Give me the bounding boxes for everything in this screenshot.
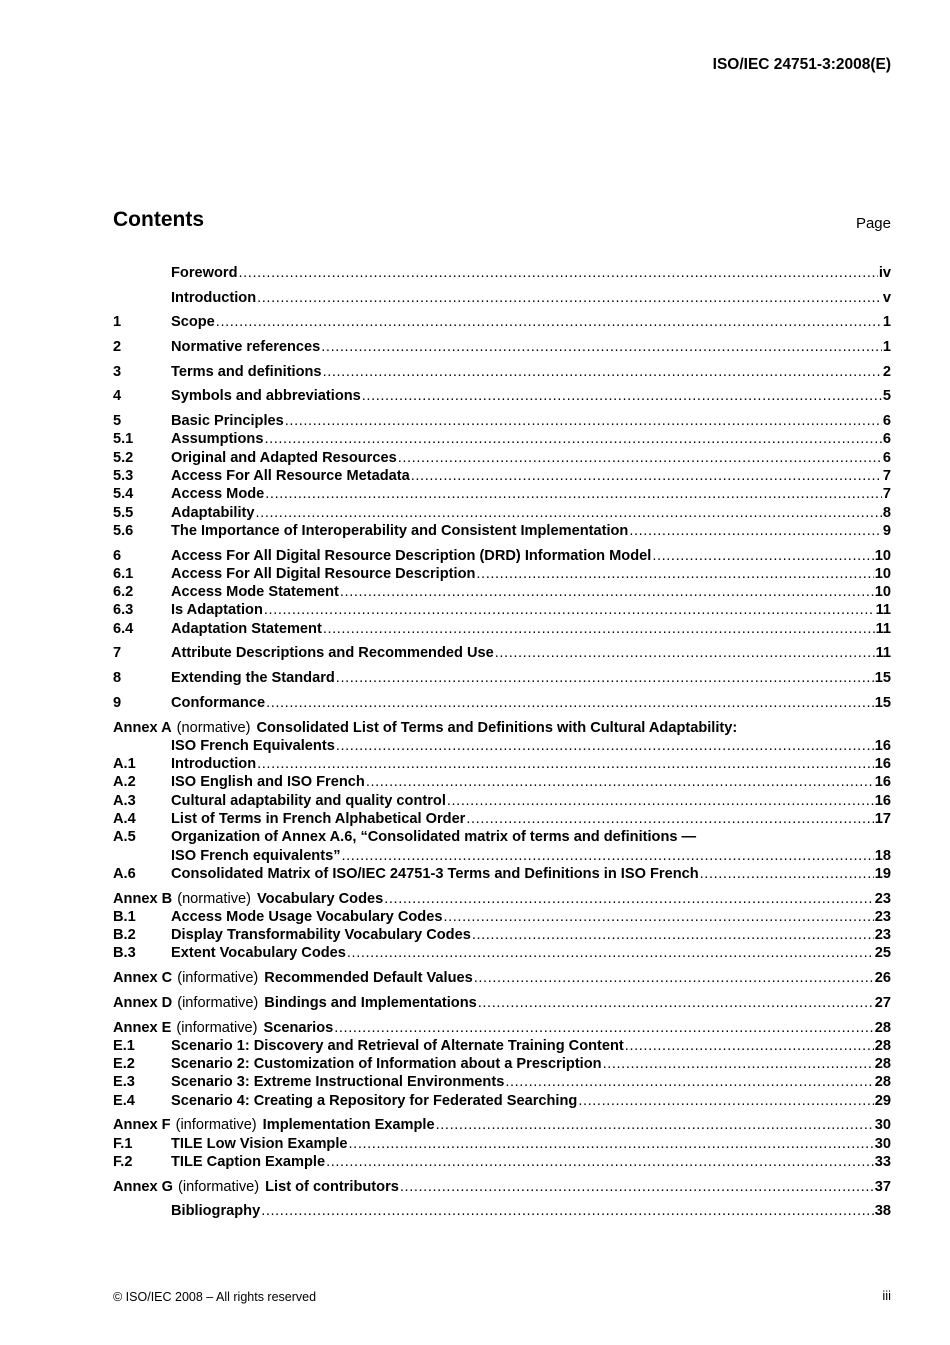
toc-entry[interactable] [113, 1116, 891, 1134]
dot-leader [238, 264, 877, 282]
toc-entry[interactable] [113, 601, 891, 619]
toc-entry-page: 26 [874, 970, 891, 987]
annex-heading [113, 994, 477, 1012]
toc-entry-number: 5.4 [113, 486, 134, 503]
toc-entry-title: Basic Principles [171, 413, 284, 430]
dot-leader [603, 1055, 874, 1073]
dot-leader [474, 969, 874, 987]
toc-entry-title: Original and Adapted Resources [171, 449, 397, 466]
toc-entry[interactable] [113, 1092, 891, 1110]
toc-entry-page: 15 [874, 694, 891, 711]
dot-leader [340, 583, 874, 601]
toc-entry-number: E.2 [113, 1056, 135, 1073]
toc-entry-title: Consolidated Matrix of ISO/IEC 24751-3 Terms and Definitions in ISO French [171, 865, 699, 882]
toc-entry-number: A.3 [113, 792, 136, 809]
toc-entry[interactable] [113, 773, 891, 791]
dot-leader [261, 1202, 874, 1220]
annex-heading [113, 969, 473, 987]
dot-leader [323, 620, 875, 638]
dot-leader [505, 1073, 873, 1091]
toc-entry[interactable] [113, 926, 891, 944]
document-id: ISO/IEC 24751-3:2008(E) [712, 56, 891, 73]
dot-leader [478, 994, 874, 1012]
toc-entry[interactable] [113, 1135, 891, 1153]
toc-entry-page: 6 [882, 413, 891, 430]
toc-entry-page: 37 [874, 1178, 891, 1195]
toc-entry[interactable] [113, 1153, 891, 1171]
annex-kind: (informative) [177, 970, 259, 987]
dot-leader [336, 669, 874, 687]
toc-entry-number: 6.4 [113, 620, 134, 637]
dot-leader [216, 313, 882, 331]
annex-kind: (informative) [178, 1178, 260, 1195]
dot-leader [629, 522, 882, 540]
toc-entry-page: 30 [874, 1135, 891, 1152]
toc-entry-number: A.6 [113, 865, 136, 882]
toc-entry[interactable] [113, 1019, 891, 1037]
toc-entry-title: Scenario 2: Customization of Information about a Prescription [171, 1056, 602, 1073]
annex-label: Annex C [113, 970, 173, 987]
toc-entry-number: 2 [113, 339, 122, 356]
annex-heading [113, 1116, 435, 1134]
toc-entry-title: Implementation Example [262, 1117, 435, 1134]
toc-entry-page: 7 [882, 486, 891, 503]
toc-entry-number: B.2 [113, 927, 136, 944]
toc-entry[interactable] [113, 1055, 891, 1073]
dot-leader [625, 1037, 874, 1055]
toc-entry-title: Access For All Resource Metadata [171, 468, 410, 485]
dot-leader [700, 865, 874, 883]
toc-entry-number: E.4 [113, 1092, 135, 1109]
toc-entry-page: 23 [874, 890, 891, 907]
toc-entry-title: Introduction [171, 756, 257, 773]
annex-label: Annex A [113, 719, 172, 736]
toc-entry-number: 9 [113, 694, 122, 711]
annex-label: Annex G [113, 1178, 174, 1195]
copyright-notice: © ISO/IEC 2008 – All rights reserved [113, 1290, 317, 1304]
dot-leader [495, 644, 875, 662]
toc-entry-page: 15 [874, 670, 891, 687]
toc-entry-page: 33 [874, 1154, 891, 1171]
toc-entry-title: ISO French equivalents” [171, 847, 341, 864]
toc-entry-title: Access Mode [171, 486, 265, 503]
toc-entry-page: 18 [874, 847, 891, 864]
dot-leader [265, 485, 882, 503]
toc-entry-page: 27 [874, 994, 891, 1011]
toc-entry-number: 5.2 [113, 449, 134, 466]
toc-entry[interactable] [113, 522, 891, 540]
toc-entry[interactable] [113, 430, 891, 448]
dot-leader [366, 773, 874, 791]
toc-entry-title: Recommended Default Values [264, 970, 473, 987]
toc-entry-page: 10 [874, 547, 891, 564]
toc-entry-page: 9 [882, 522, 891, 539]
toc-entry[interactable] [113, 565, 891, 583]
toc-entry-title: Conformance [171, 694, 266, 711]
toc-entry[interactable] [113, 944, 891, 962]
toc-entry-page: v [882, 289, 891, 306]
toc-entry-number: 5.6 [113, 522, 134, 539]
toc-entry-title: Introduction [171, 289, 257, 306]
dot-leader [257, 289, 882, 307]
toc-entry-number: B.3 [113, 945, 136, 962]
toc-entry-title: Attribute Descriptions and Recommended Use [171, 645, 494, 662]
toc-entry-number: A.2 [113, 774, 136, 791]
dot-leader [447, 792, 874, 810]
dot-leader [349, 1135, 874, 1153]
toc-entry-page: 10 [874, 565, 891, 582]
toc-entry-title: Scope [171, 314, 215, 331]
toc-entry-title: Access For All Digital Resource Description [171, 565, 476, 582]
dot-leader [285, 412, 882, 430]
dot-leader [472, 926, 874, 944]
toc-entry-page: 11 [875, 645, 891, 662]
toc-entry[interactable] [113, 1202, 891, 1220]
annex-label: Annex B [113, 890, 173, 907]
toc-entry-number: F.1 [113, 1135, 133, 1152]
toc-entry[interactable] [113, 810, 891, 828]
page-column-label: Page [855, 215, 891, 232]
toc-entry-title: Scenarios [263, 1019, 334, 1036]
toc-entry-number: 6.3 [113, 602, 134, 619]
annex-label: Annex E [113, 1019, 172, 1036]
toc-entry-page: 19 [874, 865, 891, 882]
annex-heading [113, 1178, 399, 1196]
toc-entry-title: TILE Low Vision Example [171, 1135, 348, 1152]
toc-entry[interactable] [113, 387, 891, 405]
toc-entry-page: 6 [882, 449, 891, 466]
toc-entry[interactable] [113, 264, 891, 282]
toc-entry-page: 2 [882, 363, 891, 380]
toc-entry-title: Scenario 1: Discovery and Retrieval of Alternate Training Content [171, 1037, 624, 1054]
toc-entry-title: The Importance of Interoperability and Consistent Implementation [171, 522, 629, 539]
dot-leader [321, 338, 882, 356]
toc-entry-title: Bindings and Implementations [264, 994, 477, 1011]
toc-entry[interactable] [113, 313, 891, 331]
annex-kind: (informative) [177, 994, 259, 1011]
toc-entry-number: 5.1 [113, 431, 134, 448]
dot-leader [266, 694, 874, 712]
toc-entry-title: Display Transformability Vocabulary Codes [171, 927, 471, 944]
toc-entry[interactable] [113, 338, 891, 356]
dot-leader [436, 1116, 874, 1134]
annex-label: Annex F [113, 1117, 171, 1134]
toc-entry-title: Scenario 3: Extreme Instructional Environments [171, 1074, 505, 1091]
toc-entry-title: Normative references [171, 339, 321, 356]
toc-entry-page: 28 [874, 1037, 891, 1054]
toc-entry-title: Consolidated List of Terms and Definitions with Cultural Adaptability: [256, 719, 738, 736]
toc-entry-number: 8 [113, 670, 122, 687]
dot-leader [323, 363, 882, 381]
dot-leader [411, 467, 882, 485]
dot-leader [466, 810, 873, 828]
toc-entry[interactable] [113, 828, 891, 846]
toc-entry-number: 6 [113, 547, 122, 564]
dot-leader [347, 944, 874, 962]
annex-heading [113, 1019, 333, 1037]
toc-entry-title: Cultural adaptability and quality control [171, 792, 446, 809]
toc-entry-title: Vocabulary Codes [257, 890, 384, 907]
dot-leader [336, 737, 874, 755]
toc-entry-title: Is Adaptation [171, 602, 263, 619]
toc-entry[interactable] [113, 289, 891, 307]
toc-entry[interactable] [113, 969, 891, 987]
toc-entry-title: Extent Vocabulary Codes [171, 945, 346, 962]
toc-entry-page: 16 [874, 774, 891, 791]
dot-leader [400, 1178, 874, 1196]
toc-entry-number: B.1 [113, 908, 136, 925]
toc-entry[interactable] [113, 1073, 891, 1091]
toc-entry-number: 7 [113, 645, 122, 662]
toc-entry-title: Bibliography [171, 1203, 261, 1220]
toc-entry[interactable] [113, 792, 891, 810]
toc-entry-page: 10 [874, 584, 891, 601]
toc-entry-number: E.1 [113, 1037, 135, 1054]
toc-entry-title: Adaptability [171, 504, 255, 521]
toc-entry-number: 4 [113, 388, 122, 405]
toc-entry[interactable] [113, 737, 891, 755]
toc-entry-number: 5.3 [113, 468, 134, 485]
annex-heading [113, 890, 383, 908]
toc-entry-title: Extending the Standard [171, 670, 335, 687]
toc-entry-number: 3 [113, 363, 122, 380]
annex-kind: (informative) [176, 1019, 258, 1036]
annex-label: Annex D [113, 994, 173, 1011]
toc-entry-page: 6 [882, 431, 891, 448]
toc-entry[interactable] [113, 908, 891, 926]
toc-entry-page: 7 [882, 468, 891, 485]
toc-entry-title: ISO English and ISO French [171, 774, 365, 791]
toc-entry-page: 30 [874, 1117, 891, 1134]
toc-entry[interactable] [113, 449, 891, 467]
toc-entry-page: 17 [874, 811, 891, 828]
toc-entry[interactable] [113, 644, 891, 662]
toc-entry-page: 23 [874, 927, 891, 944]
dot-leader [326, 1153, 874, 1171]
dot-leader [334, 1019, 874, 1037]
contents-heading: Contents [113, 208, 204, 231]
toc-entry-page: 11 [875, 620, 891, 637]
toc-entry[interactable] [113, 504, 891, 522]
toc-entry[interactable] [113, 547, 891, 565]
dot-leader [578, 1092, 873, 1110]
toc-entry-number: A.5 [113, 829, 136, 846]
toc-entry-number: A.1 [113, 756, 136, 773]
toc-entry-title: Access For All Digital Resource Description (DRD) Information Model [171, 547, 652, 564]
dot-leader [342, 847, 874, 865]
toc-entry-page: 16 [874, 792, 891, 809]
toc-entry-page: 5 [882, 388, 891, 405]
toc-entry[interactable] [113, 994, 891, 1012]
dot-leader [362, 387, 882, 405]
toc-entry-title: Access Mode Usage Vocabulary Codes [171, 908, 443, 925]
toc-entry[interactable] [113, 669, 891, 687]
toc-entry[interactable] [113, 583, 891, 601]
toc-entry-title: Adaptation Statement [171, 620, 322, 637]
dot-leader [264, 601, 875, 619]
toc-entry[interactable] [113, 847, 891, 865]
dot-leader [257, 755, 874, 773]
toc-entry-page: 16 [874, 756, 891, 773]
toc-entry-number: E.3 [113, 1074, 135, 1091]
toc-entry[interactable] [113, 890, 891, 908]
toc-entry[interactable] [113, 412, 891, 430]
toc-entry-page: 28 [874, 1056, 891, 1073]
dot-leader [476, 565, 873, 583]
toc-entry-number: 5 [113, 413, 122, 430]
toc-entry-title: Terms and definitions [171, 363, 322, 380]
toc-entry[interactable] [113, 620, 891, 638]
toc-entry-title: Access Mode Statement [171, 584, 339, 601]
toc-entry-title: Organization of Annex A.6, “Consolidated matrix of terms and definitions — [171, 829, 697, 846]
toc-entry-number: A.4 [113, 811, 136, 828]
toc-entry[interactable] [113, 1037, 891, 1055]
toc-entry-page: 28 [874, 1019, 891, 1036]
toc-entry-page: 38 [874, 1203, 891, 1220]
annex-kind: (normative) [177, 890, 251, 907]
toc-entry[interactable] [113, 1178, 891, 1196]
dot-leader [384, 890, 874, 908]
annex-heading [113, 719, 737, 737]
toc-entry-page: 11 [875, 602, 891, 619]
page-number: iii [882, 1288, 891, 1303]
toc-entry-page: 8 [882, 504, 891, 521]
toc-entry-title: List of Terms in French Alphabetical Order [171, 811, 466, 828]
toc-entry-number: 6.1 [113, 565, 134, 582]
toc-entry[interactable] [113, 719, 891, 737]
toc-entry-title: Assumptions [171, 431, 264, 448]
toc-entry-number: 5.5 [113, 504, 134, 521]
toc-entry[interactable] [113, 755, 891, 773]
toc-entry-page: 23 [874, 908, 891, 925]
toc-entry[interactable] [113, 865, 891, 883]
annex-kind: (informative) [175, 1117, 257, 1134]
toc-entry-page: 1 [882, 339, 891, 356]
toc-entry-number: F.2 [113, 1154, 133, 1171]
toc-entry-page: 28 [874, 1074, 891, 1091]
toc-entry-page: 29 [874, 1092, 891, 1109]
toc-entry-title: ISO French Equivalents [171, 737, 335, 754]
toc-entry-title: List of contributors [265, 1178, 399, 1195]
toc-entry-number: 1 [113, 314, 122, 331]
toc-entry-title: Foreword [171, 265, 238, 281]
toc-entry-title: Scenario 4: Creating a Repository for Federated Searching [171, 1092, 578, 1109]
table-of-contents [113, 264, 891, 1221]
toc-entry[interactable] [113, 485, 891, 503]
toc-entry-number: 6.2 [113, 584, 134, 601]
dot-leader [256, 504, 882, 522]
annex-kind: (normative) [176, 719, 251, 736]
dot-leader [398, 449, 882, 467]
dot-leader [652, 547, 873, 565]
toc-entry-page: 16 [874, 737, 891, 754]
dot-leader [264, 430, 881, 448]
toc-entry-page: 25 [874, 945, 891, 962]
toc-entry[interactable] [113, 694, 891, 712]
toc-entry-title: Symbols and abbreviations [171, 388, 361, 405]
dot-leader [443, 908, 873, 926]
toc-entry-page: iv [878, 265, 891, 281]
toc-entry-title: TILE Caption Example [171, 1154, 326, 1171]
toc-entry-page: 1 [882, 314, 891, 331]
toc-entry[interactable] [113, 363, 891, 381]
toc-entry[interactable] [113, 467, 891, 485]
